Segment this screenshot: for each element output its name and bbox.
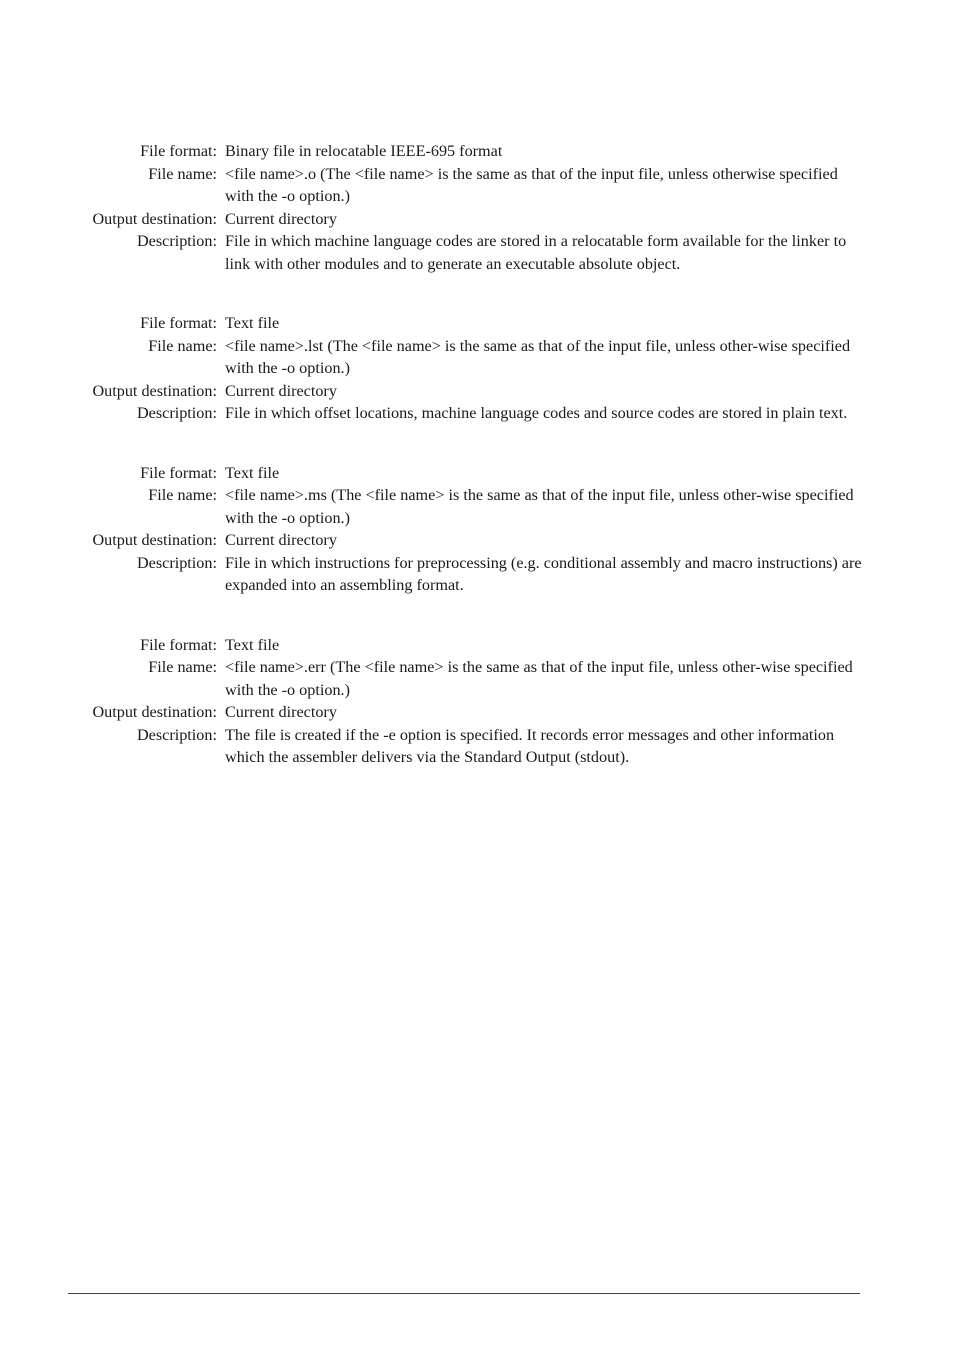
output-destination-value: Current directory: [225, 531, 337, 549]
output-destination-value: Current directory: [225, 209, 337, 228]
file-format-value: Binary file in relocatable IEEE-695 format: [225, 142, 503, 160]
file-name-label: File name:: [148, 164, 217, 183]
description-label: Description:: [136, 553, 217, 572]
file-name-row: [0, 656, 954, 701]
file-name-label: File name:: [148, 336, 217, 355]
output-file-entry-object: [0, 140, 954, 275]
description-row: [0, 552, 954, 597]
output-destination-label: Output destination:: [92, 703, 217, 721]
file-name-value: <file name>.ms (The <file name> is the same as that of the input file, unless other-wise specified with the -o option.): [225, 486, 854, 527]
file-name-row: [0, 163, 954, 208]
file-name-row: [0, 335, 954, 380]
description-value: File in which instructions for preprocessing (e.g. conditional assembly and macro instructions) are expanded into an assembling format.: [225, 553, 862, 594]
file-format-row: [0, 462, 954, 485]
file-format-row: [0, 140, 954, 163]
file-format-value: Text file: [225, 314, 280, 332]
description-row: [0, 724, 954, 769]
file-format-row: [0, 312, 954, 335]
output-destination-row: [0, 380, 954, 403]
output-file-entry-err: [0, 634, 954, 769]
file-format-label: File format:: [140, 314, 217, 332]
file-format-value: Text file: [225, 635, 280, 654]
output-destination-value: Current directory: [225, 381, 337, 400]
output-destination-label: Output destination:: [92, 209, 217, 228]
file-name-row: [0, 484, 954, 529]
output-destination-row: [0, 208, 954, 231]
output-destination-label: Output destination:: [92, 531, 217, 549]
footer-rule: [68, 1293, 860, 1294]
file-format-label: File format:: [140, 142, 217, 160]
file-format-label: File format:: [140, 635, 217, 654]
description-row: [0, 230, 954, 275]
description-label: Description:: [136, 232, 217, 250]
file-name-label: File name:: [148, 486, 217, 504]
description-row: [0, 402, 954, 425]
file-name-value: <file name>.lst (The <file name> is the same as that of the input file, unless other-wise specified with the -o option.): [225, 336, 851, 377]
description-label: Description:: [136, 725, 217, 744]
file-format-row: [0, 634, 954, 657]
description-value: File in which machine language codes are stored in a relocatable form available for the linker to link with other modules and to generate an executable absolute object.: [225, 232, 847, 273]
description-label: Description:: [136, 404, 217, 422]
output-destination-row: [0, 701, 954, 724]
output-file-entry-list: [0, 312, 954, 425]
file-name-value: <file name>.err (The <file name> is the same as that of the input file, unless other-wise specified with the -o option.): [225, 658, 853, 699]
page-content: [0, 140, 954, 806]
output-destination-row: [0, 529, 954, 552]
file-name-label: File name:: [148, 658, 217, 676]
output-destination-label: Output destination:: [92, 381, 217, 400]
output-file-entry-ms: [0, 462, 954, 597]
description-value: File in which offset locations, machine language codes and source codes are stored in plain text.: [225, 404, 848, 422]
output-destination-value: Current directory: [225, 703, 337, 721]
file-name-value: <file name>.o (The <file name> is the same as that of the input file, unless otherwise specified with the -o option.): [225, 164, 838, 205]
file-format-label: File format:: [140, 463, 217, 482]
file-format-value: Text file: [225, 463, 280, 482]
description-value: The file is created if the -e option is specified. It records error messages and other information which the assembler delivers via the Standard Output (stdout).: [225, 725, 835, 766]
